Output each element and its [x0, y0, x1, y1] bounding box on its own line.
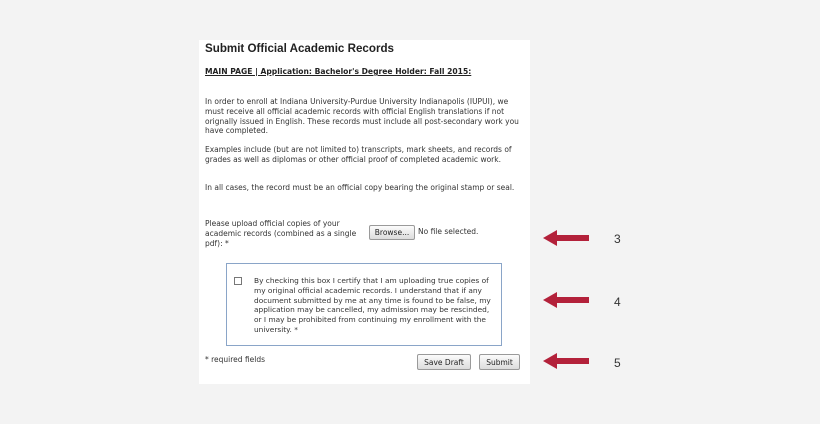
arrow-left-icon — [543, 230, 589, 246]
certify-text: By checking this box I certify that I am uploading true copies of my original official academic records. I understand that if any document submitted by me at any time is found to be false, my application may be cancelled, my admission may be rescinded, or I may be prohibited from continuing my enrollment with the university. * — [254, 276, 491, 334]
step-label-3: 3 — [614, 232, 621, 246]
examples-paragraph: Examples include (but are not limited to) transcripts, mark sheets, and records of grades as well as diplomas or other official proof of completed academic work. — [205, 145, 512, 164]
form-panel — [199, 40, 530, 384]
intro-paragraph: In order to enroll at Indiana University-Purdue University Indianapolis (IUPUI), we must receive all official academic records with official English translations if not orignally issued in English. These records must include all post-secondary work you have completed. — [205, 97, 519, 136]
file-status: No file selected. — [418, 227, 479, 236]
save-draft-button[interactable]: Save Draft — [417, 354, 471, 370]
arrow-left-icon — [543, 353, 589, 369]
required-note: * required fields — [205, 355, 266, 364]
arrow-left-icon — [543, 292, 589, 308]
certify-checkbox[interactable] — [234, 277, 242, 285]
breadcrumb: MAIN PAGE | Application: Bachelor's Degree Holder: Fall 2015: — [205, 67, 472, 76]
certification-box — [226, 263, 502, 346]
page-title: Submit Official Academic Records — [205, 42, 394, 55]
submit-button[interactable]: Submit — [479, 354, 520, 370]
upload-label: Please upload official copies of your academic records (combined as a single pdf): * — [205, 219, 357, 248]
step-label-5: 5 — [614, 356, 621, 370]
official-copy-paragraph: In all cases, the record must be an official copy bearing the original stamp or seal. — [205, 183, 515, 192]
browse-button[interactable]: Browse... — [369, 225, 415, 240]
step-label-4: 4 — [614, 295, 621, 309]
